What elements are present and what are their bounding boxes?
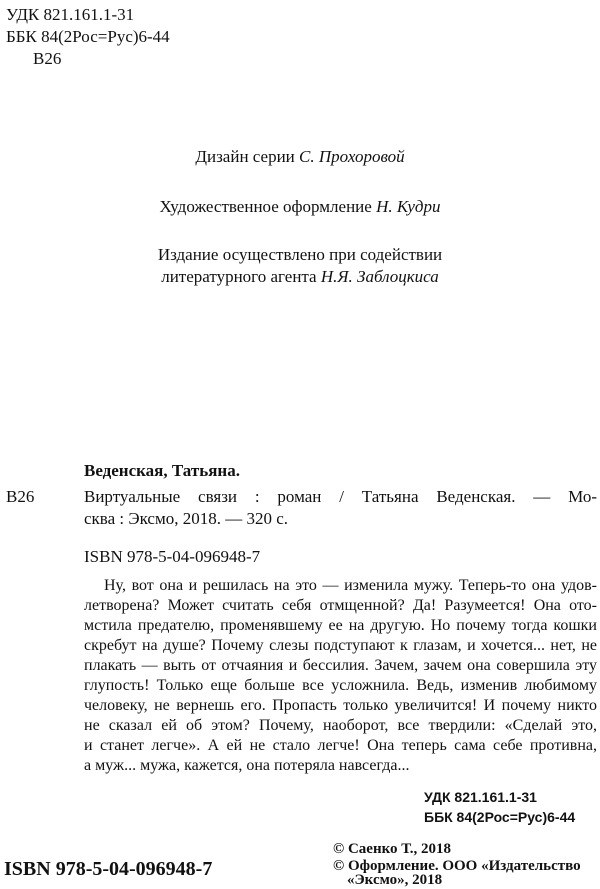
copyright-publisher: «Эксмо», 2018 xyxy=(347,872,443,888)
art-design-name: Н. Кудри xyxy=(376,197,441,216)
bottom-bbk-code: ББК 84(2Рос=Рус)6-44 xyxy=(424,809,576,825)
annotation-line: и станет легче». А ей не стало легче! Она теперь сама себе противна, xyxy=(84,737,597,754)
annotation-line: мстила предателю, променявшему ее на другую. Но почему тогда кошки xyxy=(84,617,597,634)
agent-name: Н.Я. Заблоцкиса xyxy=(320,267,439,286)
annotation-line: скребут на душе? Почему слезы подступают к глазам, и хочется... нет, не xyxy=(84,637,597,654)
catalog-description-line2: сква : Эксмо, 2018. — 320 с. xyxy=(84,509,289,528)
footer-isbn: ISBN 978-5-04-096948-7 xyxy=(4,858,213,880)
copyright-design: © Оформление. ООО «Издательство xyxy=(333,858,581,874)
agent-label: литературного агента xyxy=(161,267,317,286)
author-mark: В26 xyxy=(33,49,62,68)
series-design-label: Дизайн серии xyxy=(195,147,295,166)
catalog-author-heading: Веденская, Татьяна. xyxy=(84,461,240,480)
catalog-isbn: ISBN 978-5-04-096948-7 xyxy=(84,547,261,566)
copyright-author: © Саенко Т., 2018 xyxy=(333,841,452,857)
annotation-line: а муж... мужа, кажется, она потеряла навсегда... xyxy=(84,757,410,774)
bbk-code: ББК 84(2Рос=Рус)6-44 xyxy=(6,27,170,46)
agent-credit-line1: Издание осуществлено при содействии xyxy=(157,245,443,264)
agent-credit-line2 xyxy=(0,266,600,287)
annotation-line: человеку, не вернешь его. Пропасть только увеличится! И почему никто xyxy=(84,697,597,714)
annotation-line: глупость! Только еще больше все усложнила. Ведь, изменив любимому xyxy=(84,677,597,694)
art-design-credit xyxy=(0,196,600,217)
catalog-description-line1: Виртуальные связи : роман / Татьяна Веденская. — Мо- xyxy=(84,487,597,506)
udk-code: УДК 821.161.1-31 xyxy=(6,5,135,24)
bottom-udk-code: УДК 821.161.1-31 xyxy=(424,789,537,805)
annotation-line: не сказал ей об этом? Почему, наоборот, все твердили: «Сделай это, xyxy=(84,717,597,734)
series-design-credit xyxy=(0,146,600,167)
annotation-line: плакать — выть от отчаяния и бессилия. Зачем, зачем она совершила эту xyxy=(84,657,597,674)
catalog-author-mark: В26 xyxy=(6,487,35,506)
annotation-line: Ну, вот она и решилась на это — изменила мужу. Теперь-то она удов- xyxy=(104,577,597,594)
art-design-label: Художественное оформление xyxy=(159,197,372,216)
annotation-line: летворена? Может считать себя отмщенной? Да! Разумеется! Она ото- xyxy=(84,597,597,614)
series-design-name: С. Прохоровой xyxy=(299,147,405,166)
